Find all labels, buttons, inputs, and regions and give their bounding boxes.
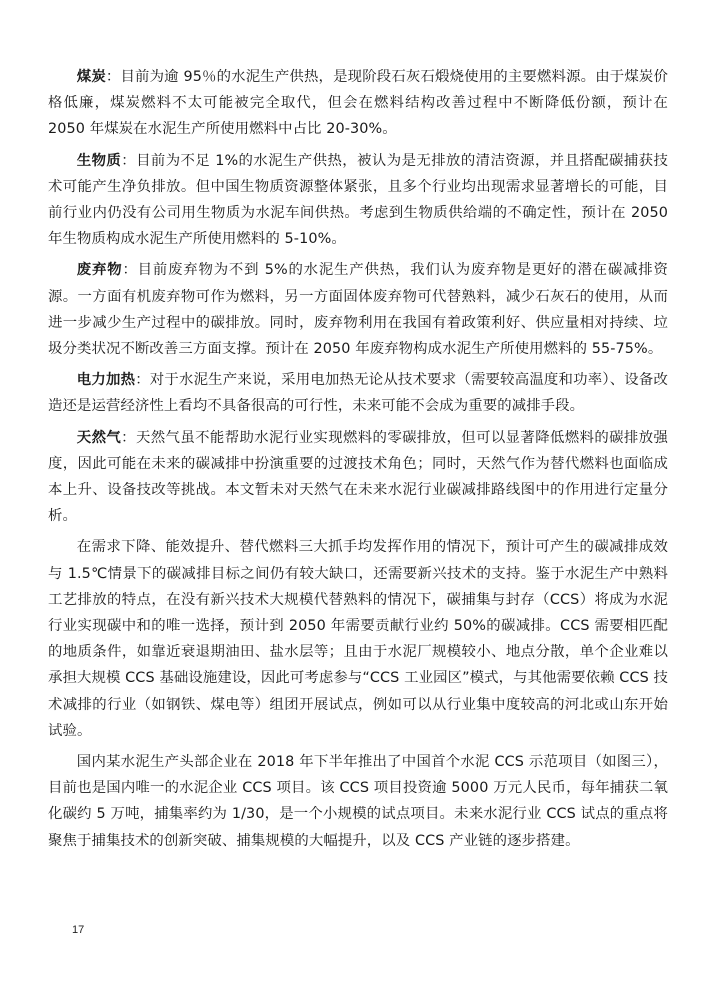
keyword-separator: ： [135,372,150,389]
paragraph-ccs-demo-project [48,749,668,854]
paragraph-text: 对于水泥生产来说，采用电加热无论从技术要求（需要较高温度和功率）、设备改造还是运营经济性上看均不具备很高的可行性，未来可能不会成为重要的减排手段。 [48,372,668,415]
paragraph-waste [48,257,668,362]
page-number: 17 [72,924,85,936]
paragraph-text: 目前为逾 95％的水泥生产供热，是现阶段石灰石煅烧使用的主要燃料源。由于煤炭价格低廉，煤炭燃料不太可能被完全取代，但会在燃料结构改善过程中不断降低份额，预计在 2050 年煤炭在水泥生产所使用燃料中占比 20-30%。 [48,69,668,138]
paragraph-biomass [48,148,668,253]
body-text [48,64,668,859]
paragraph-electric-heating [48,367,668,419]
paragraph-ccs-overview [48,534,668,744]
paragraph-coal [48,64,668,143]
keyword-waste: 废弃物 [76,262,123,279]
keyword-biomass: 生物质 [76,152,122,169]
keyword-separator: ： [121,429,136,446]
keyword-separator: ： [122,262,138,279]
paragraph-natural-gas [48,425,668,530]
keyword-separator: ： [121,152,137,169]
keyword-natural-gas: 天然气 [76,429,122,446]
paragraph-text: 天然气虽不能帮助水泥行业实现燃料的零碳排放，但可以显著降低燃料的碳排放强度，因此可能在未来的碳减排中扮演重要的过渡技术角色；同时，天然气作为替代燃料也面临成本上升、设备技改等挑战。本文暂未对天然气在未来水泥行业碳减排路线图中的作用进行定量分析。 [48,429,668,525]
paragraph-text: 目前为不足 1%的水泥生产供热，被认为是无排放的清洁资源，并且搭配碳捕获技术可能产生净负排放。但中国生物质资源整体紧张，且多个行业均出现需求显著增长的可能，目前行业内仍没有公司用生物质为水泥车间供热。考虑到生物质供给端的不确定性，预计在 2050 年生物质构成水泥生产所使用燃料的 5-10%。 [48,152,668,248]
keyword-electric-heating: 电力加热 [76,372,136,389]
keyword-separator: ： [105,69,121,85]
paragraph-text: 在需求下降、能效提升、替代燃料三大抓手均发挥作用的情况下，预计可产生的碳减排成效与 1.5℃情景下的碳减排目标之间仍有较大缺口，还需要新兴技术的支持。鉴于水泥生产中熟料工艺排放的特点，在没有新兴技术大规模代替熟料的情况下，碳捕集与封存（CCS）将成为水泥行业实现碳中和的唯一选择，预计到 2050 年需要贡献行业约 50%的碳减排。CCS 需要相匹配的地质条件，如靠近衰退期油田、盐水层等；且由于水泥厂规模较小、地点分散，单个企业难以承担大规模 CCS 基础设施建设，因此可考虑参与“CCS 工业园区”模式，与其他需要依赖 CCS 技术减排的行业（如钢铁、煤电等）组团开展试点，例如可以从行业集中度较高的河北或山东开始试验。 [48,539,668,739]
keyword-coal: 煤炭 [76,69,106,85]
paragraph-text: 国内某水泥生产头部企业在 2018 年下半年推出了中国首个水泥 CCS 示范项目（如图三），目前也是国内唯一的水泥企业 CCS 项目。该 CCS 项目投资逾 5000 万元人民币，每年捕获二氧化碳约 5 万吨，捕集率约为 1/30，是一个小规模的试点项目。未来水泥行业 CCS 试点的重点将聚焦于捕集技术的创新突破、捕集规模的大幅提升，以及 CCS 产业链的逐步搭建。 [48,754,668,849]
paragraph-text: 目前废弃物为不到 5%的水泥生产供热，我们认为废弃物是更好的潜在碳减排资源。一方面有机废弃物可作为燃料，另一方面固体废弃物可代替熟料，减少石灰石的使用，从而进一步减少生产过程中的碳排放。同时，废弃物利用在我国有着政策利好、供应量相对持续、垃圾分类状况不断改善三方面支撑。预计在 2050 年废弃物构成水泥生产所使用燃料的 55-75%。 [48,262,668,358]
